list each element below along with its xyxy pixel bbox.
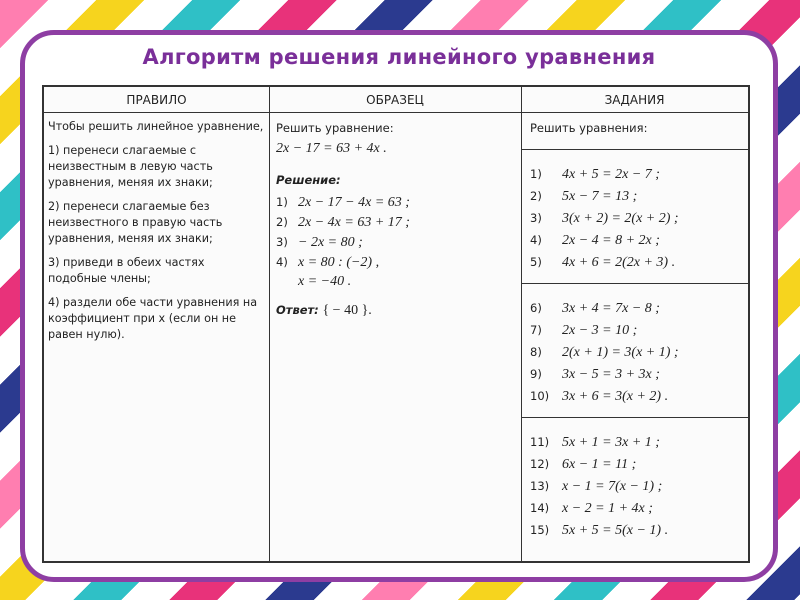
task-number: 14) <box>530 501 550 515</box>
answer-line <box>276 303 372 319</box>
task-expression: 5x + 5 = 5(x − 1) . <box>562 523 669 538</box>
row-divider <box>521 149 748 150</box>
task-item <box>530 187 637 205</box>
row-divider <box>521 417 748 418</box>
task-item <box>530 365 660 383</box>
task-number: 2) <box>530 189 542 203</box>
task-expression: 5x + 1 = 3x + 1 ; <box>562 435 660 450</box>
solution-step <box>276 215 410 231</box>
rule-intro: Чтобы решить линейное уравнение, <box>48 120 264 133</box>
solution-step <box>276 274 351 290</box>
row-divider <box>521 283 748 284</box>
task-number: 1) <box>530 167 542 181</box>
step-expression: x = 80 : (−2) , <box>298 255 380 270</box>
task-item <box>530 209 679 227</box>
slide-card <box>20 30 778 582</box>
task-expression: 2x − 4 = 8 + 2x ; <box>562 233 660 248</box>
task-item <box>530 165 660 183</box>
step-expression: 2x − 17 − 4x = 63 ; <box>298 195 410 210</box>
task-number: 10) <box>530 389 550 403</box>
step-expression: − 2x = 80 ; <box>298 235 363 250</box>
sample-prompt: Решить уравнение: <box>276 121 394 135</box>
sample-equation: 2x − 17 = 63 + 4x . <box>276 141 387 156</box>
task-number: 12) <box>530 457 550 471</box>
solution-label: Решение: <box>276 173 341 187</box>
task-item <box>530 455 636 473</box>
step-expression: 2x − 4x = 63 + 17 ; <box>298 215 410 230</box>
rule-step: 1) перенеси слагаемые с неизвестным в левую часть уравнения, меняя их знаки; <box>48 144 213 189</box>
task-number: 11) <box>530 435 550 449</box>
column-divider <box>269 87 270 561</box>
task-expression: 6x − 1 = 11 ; <box>562 457 637 472</box>
rule-text <box>48 119 266 351</box>
algorithm-table <box>42 85 750 563</box>
rule-step: 4) раздели обе части уравнения на коэффициент при x (если он не равен нулю). <box>48 296 258 341</box>
task-number: 7) <box>530 323 542 337</box>
task-item <box>530 433 660 451</box>
solution-step <box>276 235 363 251</box>
task-expression: 3x − 5 = 3 + 3x ; <box>562 367 660 382</box>
step-number: 1) <box>276 195 288 209</box>
solution-step <box>276 195 410 211</box>
task-item <box>530 521 668 539</box>
rule-step: 3) приведи в обеих частях подобные члены; <box>48 256 205 285</box>
task-expression: 4x + 6 = 2(2x + 3) . <box>562 255 676 270</box>
task-number: 3) <box>530 211 542 225</box>
task-number: 13) <box>530 479 550 493</box>
task-item <box>530 299 660 317</box>
task-expression: 3(x + 2) = 2(x + 2) ; <box>562 211 679 226</box>
answer-value: { − 40 }. <box>322 303 372 318</box>
task-number: 6) <box>530 301 542 315</box>
task-item <box>530 387 668 405</box>
answer-label: Ответ: <box>276 303 319 317</box>
task-item <box>530 321 637 339</box>
tasks-prompt: Решить уравнения: <box>530 121 648 135</box>
step-number: 2) <box>276 215 288 229</box>
task-expression: 3x + 4 = 7x − 8 ; <box>562 301 660 316</box>
task-number: 4) <box>530 233 542 247</box>
header-tasks: ЗАДАНИЯ <box>521 87 748 113</box>
step-number: 3) <box>276 235 288 249</box>
header-sample: ОБРАЗЕЦ <box>269 87 521 113</box>
task-item <box>530 231 660 249</box>
solution-step <box>276 255 379 271</box>
task-expression: 5x − 7 = 13 ; <box>562 189 638 204</box>
task-number: 15) <box>530 523 550 537</box>
task-number: 8) <box>530 345 542 359</box>
slide-title: Алгоритм решения линейного уравнения <box>142 45 656 69</box>
task-expression: 2x − 3 = 10 ; <box>562 323 638 338</box>
task-expression: 2(x + 1) = 3(x + 1) ; <box>562 345 679 360</box>
task-number: 9) <box>530 367 542 381</box>
rule-step: 2) перенеси слагаемые без неизвестного в правую часть уравнения, меняя их знаки; <box>48 200 223 245</box>
step-number: 4) <box>276 255 288 269</box>
header-rule: ПРАВИЛО <box>44 87 269 113</box>
task-number: 5) <box>530 255 542 269</box>
task-expression: x − 1 = 7(x − 1) ; <box>562 479 663 494</box>
task-item <box>530 499 653 517</box>
task-item <box>530 477 662 495</box>
task-item <box>530 253 675 271</box>
task-expression: x − 2 = 1 + 4x ; <box>562 501 653 516</box>
task-expression: 4x + 5 = 2x − 7 ; <box>562 167 660 182</box>
task-item <box>530 343 679 361</box>
task-expression: 3x + 6 = 3(x + 2) . <box>562 389 669 404</box>
column-divider <box>521 87 522 561</box>
step-expression: x = −40 . <box>298 274 352 289</box>
